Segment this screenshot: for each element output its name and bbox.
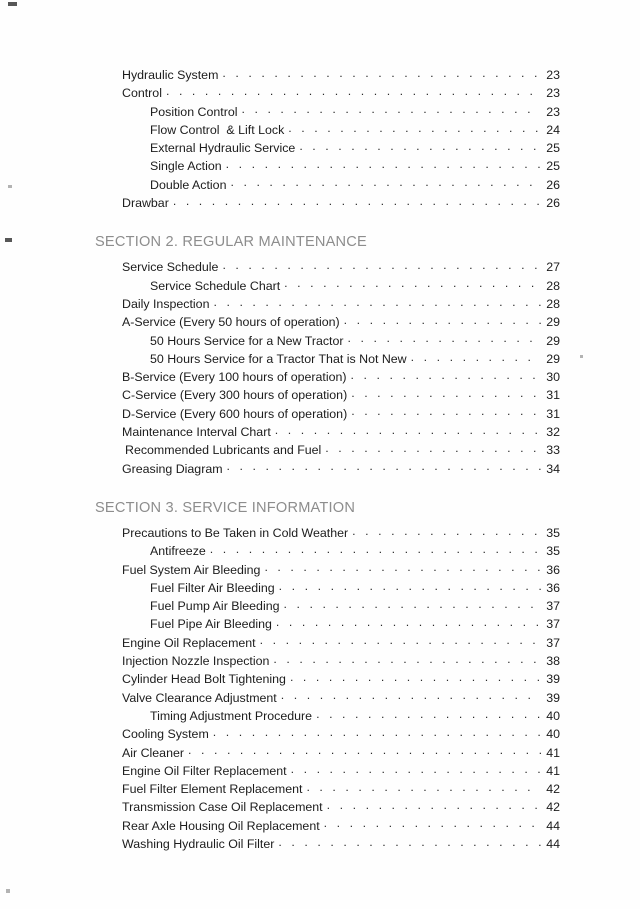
dot-leader	[348, 332, 541, 345]
toc-entry-label: Drawbar	[122, 196, 169, 211]
toc-entry[interactable]	[0, 524, 640, 542]
toc-entry[interactable]	[0, 332, 640, 350]
toc-entry-page-number: 39	[546, 690, 560, 705]
toc-entry-page-number: 32	[546, 425, 560, 440]
toc-entry[interactable]	[0, 460, 640, 478]
dot-leader	[351, 405, 541, 418]
toc-entry-page-number: 31	[546, 388, 560, 403]
dot-leader	[316, 707, 541, 720]
toc-entry-page-number: 44	[546, 818, 560, 833]
toc-entry[interactable]	[0, 313, 640, 331]
toc-entry-page-number: 28	[546, 296, 560, 311]
dot-leader	[226, 157, 541, 170]
toc-entry-page-number: 37	[546, 635, 560, 650]
toc-entry-label: Transmission Case Oil Replacement	[122, 800, 323, 815]
toc-entry-label: Air Cleaner	[122, 745, 184, 760]
toc-entry[interactable]	[0, 386, 640, 404]
toc-entry-label: Timing Adjustment Procedure	[150, 708, 313, 723]
toc-entry-label: Maintenance Interval Chart	[122, 425, 271, 440]
toc-entry[interactable]	[0, 817, 640, 835]
toc-entry-page-number: 26	[546, 196, 560, 211]
toc-entry-page-number: 36	[546, 562, 560, 577]
toc-entry-label: Fuel Filter Element Replacement	[122, 782, 303, 797]
toc-entry-page-number: 40	[546, 727, 560, 742]
dot-leader	[230, 176, 541, 189]
toc-entry[interactable]	[0, 798, 640, 816]
toc-entry-label: Cooling System	[122, 727, 209, 742]
toc-entry-page-number: 42	[546, 800, 560, 815]
toc-entry-page-number: 28	[546, 278, 560, 293]
toc-entry-page-number: 44	[546, 836, 560, 851]
toc-entry-label: C-Service (Every 300 hours of operation)	[122, 388, 348, 403]
dot-leader	[173, 194, 541, 207]
dot-leader	[213, 725, 541, 738]
toc-entry-page-number: 35	[546, 525, 560, 540]
scan-artifact-margin	[6, 889, 10, 893]
dot-leader	[188, 744, 541, 757]
toc-entry-page-number: 31	[546, 406, 560, 421]
dot-leader	[327, 798, 541, 811]
dot-leader	[275, 423, 541, 436]
toc-entry-label: Injection Nozzle Inspection	[122, 654, 270, 669]
dot-leader	[222, 258, 541, 271]
toc-entry-page-number: 35	[546, 544, 560, 559]
toc-entry[interactable]	[0, 744, 640, 762]
toc-entry[interactable]	[0, 725, 640, 743]
toc-entry-label: Antifreeze	[150, 544, 206, 559]
toc-entry[interactable]	[0, 157, 640, 175]
toc-entry[interactable]	[0, 295, 640, 313]
toc-entry-label: B-Service (Every 100 hours of operation)	[122, 370, 347, 385]
toc-entry-label: Fuel System Air Bleeding	[122, 562, 261, 577]
toc-entry-label: Cylinder Head Bolt Tightening	[122, 672, 286, 687]
toc-entry-page-number: 27	[546, 260, 560, 275]
toc-entry-page-number: 23	[546, 104, 560, 119]
dot-leader	[299, 139, 541, 152]
toc-entry-page-number: 33	[546, 443, 560, 458]
dot-leader	[222, 66, 541, 79]
toc-entry-page-number: 23	[546, 68, 560, 82]
toc-entry-label: Washing Hydraulic Oil Filter	[122, 836, 275, 851]
toc-entry[interactable]	[0, 542, 640, 560]
dot-leader	[281, 689, 541, 702]
toc-entry-label: Fuel Filter Air Bleeding	[150, 580, 275, 595]
dot-leader	[213, 295, 541, 308]
toc-entry[interactable]	[0, 835, 640, 853]
toc-entry[interactable]	[0, 762, 640, 780]
dot-leader	[210, 542, 541, 555]
toc-entry[interactable]	[0, 368, 640, 386]
dot-leader	[288, 121, 541, 134]
toc-entry[interactable]	[0, 176, 640, 194]
toc-entry-label: Service Schedule Chart	[150, 278, 281, 293]
toc-entry-page-number: 41	[546, 745, 560, 760]
toc-entry-label: Fuel Pump Air Bleeding	[150, 599, 280, 614]
dot-leader	[227, 460, 541, 473]
dot-leader	[351, 386, 541, 399]
toc-entry[interactable]	[0, 441, 640, 459]
toc-entry[interactable]	[0, 405, 640, 423]
dot-leader	[306, 780, 541, 793]
toc-entry[interactable]	[0, 634, 640, 652]
toc-entry-label: Engine Oil Replacement	[122, 635, 256, 650]
toc-entry-label: A-Service (Every 50 hours of operation)	[122, 315, 340, 330]
toc-entry-label: Engine Oil Filter Replacement	[122, 763, 287, 778]
toc-entry-page-number: 34	[546, 461, 560, 476]
dot-leader	[344, 313, 541, 326]
toc-entry-page-number: 38	[546, 654, 560, 669]
dot-leader	[411, 350, 541, 363]
toc-entry-label: Service Schedule	[122, 260, 219, 275]
toc-entry-label: Recommended Lubricants and Fuel	[125, 443, 322, 458]
section-heading: SECTION 2. REGULAR MAINTENANCE	[95, 234, 367, 251]
toc-entry-label: 50 Hours Service for a New Tractor	[150, 333, 344, 348]
dot-leader	[260, 634, 541, 647]
toc-entry-label: Hydraulic System	[122, 68, 219, 82]
toc-entry[interactable]	[0, 670, 640, 688]
toc-entry-label: External Hydraulic Service	[150, 141, 296, 156]
toc-entry-label: Rear Axle Housing Oil Replacement	[122, 818, 320, 833]
dot-leader	[283, 597, 541, 610]
dot-leader	[291, 762, 541, 775]
toc-entry[interactable]	[0, 84, 640, 102]
toc-entry[interactable]	[0, 258, 640, 276]
toc-entry-page-number: 30	[546, 370, 560, 385]
toc-entry-page-number: 29	[546, 333, 560, 348]
toc-entry-page-number: 29	[546, 315, 560, 330]
scan-artifact-corner	[8, 2, 17, 6]
toc-entry-page-number: 24	[546, 122, 560, 137]
toc-entry-page-number: 23	[546, 86, 560, 101]
dot-leader	[273, 652, 541, 665]
toc-entry[interactable]	[0, 66, 640, 84]
toc-entry-page-number: 39	[546, 672, 560, 687]
table-of-contents	[0, 66, 640, 853]
dot-leader	[325, 441, 541, 454]
toc-entry-label: Valve Clearance Adjustment	[122, 690, 277, 705]
toc-entry-label: Double Action	[150, 177, 227, 192]
toc-entry-page-number: 41	[546, 763, 560, 778]
toc-entry-label: Precautions to Be Taken in Cold Weather	[122, 525, 349, 540]
dot-leader	[324, 817, 541, 830]
toc-entry-page-number: 37	[546, 599, 560, 614]
dot-leader	[352, 524, 541, 537]
toc-entry-page-number: 25	[546, 159, 560, 174]
toc-entry-label: Flow Control & Lift Lock	[150, 122, 285, 137]
section-heading: SECTION 3. SERVICE INFORMATION	[95, 499, 356, 516]
toc-entry[interactable]	[0, 277, 640, 295]
toc-entry[interactable]	[0, 139, 640, 157]
toc-entry-label: Position Control	[150, 104, 238, 119]
toc-entry-label: Control	[122, 86, 162, 101]
toc-entry[interactable]	[0, 194, 640, 212]
toc-entry-page-number: 29	[546, 351, 560, 366]
toc-entry-label: Fuel Pipe Air Bleeding	[150, 617, 272, 632]
toc-entry-page-number: 25	[546, 141, 560, 156]
dot-leader	[290, 670, 541, 683]
toc-entry-page-number: 42	[546, 782, 560, 797]
toc-entry[interactable]	[0, 707, 640, 725]
dot-leader	[279, 579, 541, 592]
toc-entry[interactable]	[0, 780, 640, 798]
dot-leader	[284, 277, 541, 290]
dot-leader	[351, 368, 541, 381]
toc-entry-page-number: 36	[546, 580, 560, 595]
dot-leader	[276, 615, 541, 628]
toc-entry[interactable]	[0, 350, 640, 368]
toc-entry[interactable]	[0, 423, 640, 441]
toc-entry[interactable]	[0, 689, 640, 707]
toc-entry-page-number: 37	[546, 617, 560, 632]
toc-entry-label: Single Action	[150, 159, 222, 174]
dot-leader	[278, 835, 541, 848]
toc-entry[interactable]	[0, 103, 640, 121]
toc-entry[interactable]	[0, 121, 640, 139]
toc-entry-label: Daily Inspection	[122, 296, 210, 311]
toc-entry[interactable]	[0, 652, 640, 670]
toc-entry[interactable]	[0, 615, 640, 633]
toc-entry-label: 50 Hours Service for a Tractor That is Not New	[150, 351, 407, 366]
dot-leader	[264, 561, 541, 574]
toc-entry-label: Greasing Diagram	[122, 461, 223, 476]
toc-entry[interactable]	[0, 579, 640, 597]
dot-leader	[166, 84, 541, 97]
toc-entry[interactable]	[0, 561, 640, 579]
toc-entry[interactable]	[0, 597, 640, 615]
toc-entry-label: D-Service (Every 600 hours of operation)	[122, 406, 348, 421]
toc-entry-page-number: 26	[546, 177, 560, 192]
dot-leader	[241, 103, 541, 116]
toc-entry-page-number: 40	[546, 708, 560, 723]
